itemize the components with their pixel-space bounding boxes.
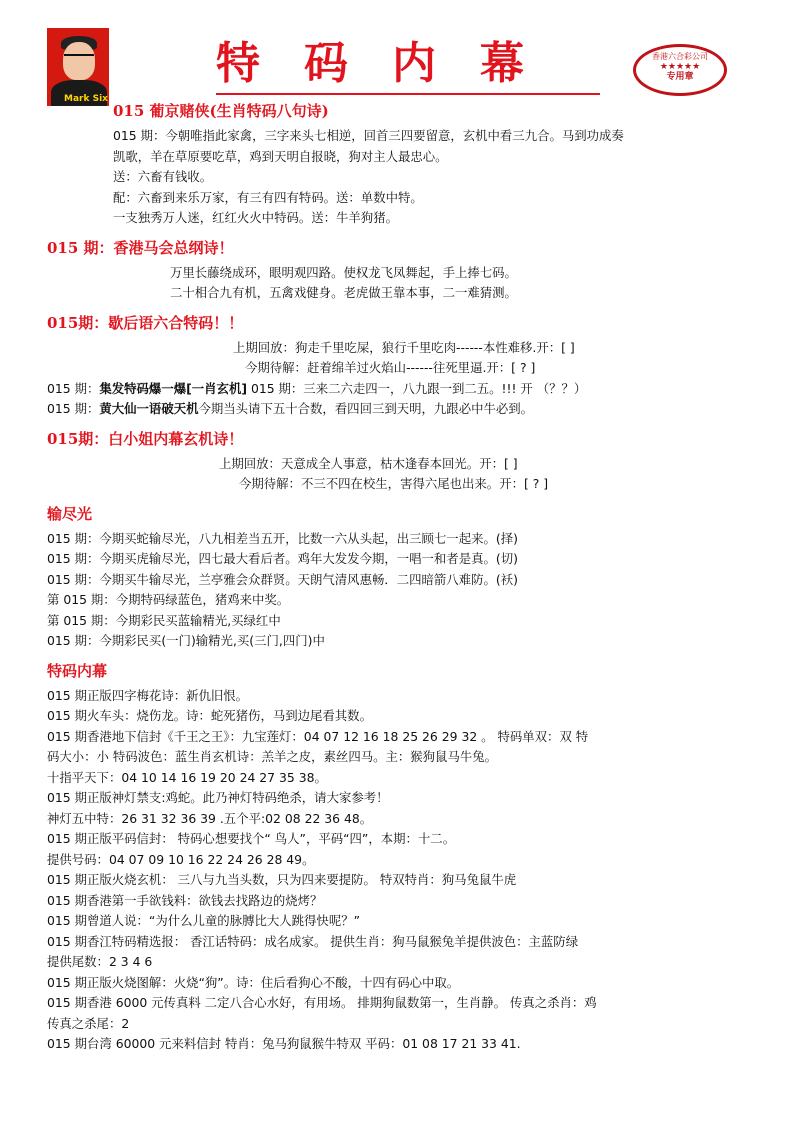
text-line: 传真之杀尾：2 [47, 1015, 130, 1031]
text-line: 015 期香港第一手欲钱料：欲钱去找路边的烧烤？ [47, 892, 323, 908]
title-underline [216, 93, 600, 95]
text-line: 015 期火车头：烧伤龙。诗：蛇死猪伤，马到边尾看其数。 [47, 708, 372, 723]
section-heading-horse-club: 015 期：香港马会总纲诗！ [47, 238, 234, 257]
text-line-huangdaxian [47, 399, 775, 420]
text-line: 015 期：今期买牛输尽光，兰亭雅会众群贤。天朗气清风惠畅．二四暗箭八难防。(袄) [47, 571, 518, 587]
section-heading-bai-xiaojie: 015期：白小姐内幕玄机诗！ [47, 429, 244, 448]
text-line-jifa [47, 379, 775, 400]
line-prefix: 015 期： [47, 380, 100, 396]
line-rest: 今期当头请下五十合数，看四回三到天明，九跟必中牛必到。 [198, 401, 534, 416]
official-seal [633, 44, 727, 96]
author-photo [47, 28, 109, 106]
text-line: 015 期香港地下信封《千王之王》：九宝莲灯：04 07 12 16 18 25 26 29 32 。 特码单双：双 特 [47, 728, 589, 744]
text-line: 送：六畜有钱收。 [113, 169, 213, 184]
photo-glasses [64, 54, 94, 63]
text-line: 015 期正版平码信封： 特码心想要找个“ 鸟人”，平码“四”，本期：十二。 [47, 831, 456, 846]
text-line: 提供号码：04 07 09 10 16 22 24 26 28 49。 [47, 851, 315, 867]
text-line: 015 期曾道人说：“为什么儿童的脉膊比大人跳得快呢？” [47, 913, 361, 928]
seal-arc-text: 香港六合彩公司 [652, 52, 708, 61]
recall-line: 上期回放：狗走千里吃屎，狼行千里吃肉------本性难移.开：[ ] [233, 339, 575, 355]
poem-line: 万里长藤绕成环，眼明观四路。使权龙飞凤舞起，手上捧七码。 [170, 264, 517, 280]
recall-line: 上期回放：天意成全人事意，枯木逢春本回光。开：[ ] [219, 455, 518, 471]
line-prefix: 015 期： [47, 401, 100, 416]
section-heading-xiehouyu: 015期：歇后语六合特码！！ [47, 313, 244, 332]
text-line: 015 期正版火烧图解：火烧“狗”。诗：住后看狗心不酸，十四有码心中取。 [47, 974, 460, 990]
text-line: 015 期香江特码精选报： 香江话特码：成名成家。 提供生肖：狗马鼠猴兔羊提供波色：主蓝防绿 [47, 933, 579, 949]
photo-caption: Mark Six [64, 94, 108, 104]
line-bold: 黄大仙一语破天机 [99, 401, 199, 416]
text-line: 十指平天下：04 10 14 16 19 20 24 27 35 38。 [47, 769, 327, 785]
expect-line: 今期待解：赶着绵羊过火焰山------往死里逼.开：[ ? ] [245, 360, 536, 375]
text-line: 015 期：今朝唯指此家禽，三字来头七相逆，回首三四要留意，玄机中看三九合。马到功成奏 [113, 128, 624, 143]
text-line: 015 期：今期彩民买(一门)输精光,买(三门,四门)中 [47, 633, 325, 648]
text-line: 凯歌，羊在草原要吃草，鸡到天明自报晓，狗对主人最忠心。 [113, 148, 448, 164]
expect-line: 今期待解：不三不四在校生，害得六尾也出来。开：[ ? ] [239, 476, 549, 491]
text-line: 015 期正版火烧玄机： 三八与九当头数，只为四来要提防。 特双特肖：狗马兔鼠牛虎 [47, 872, 517, 887]
text-line: 第 015 期：今期彩民买蓝输精光,买绿红中 [47, 612, 281, 628]
text-line: 015 期正版四字梅花诗：新仇旧恨。 [47, 687, 249, 703]
line-rest: 015 期：三来二六走四一，八九跟一到二五。!!! 开 （？？） [247, 380, 587, 396]
section-heading-tema-neimu: 特码内幕 [47, 661, 108, 680]
line-bold: 集发特码爆一爆[一肖玄机] [99, 380, 247, 396]
seal-subtitle: 专用章 [666, 72, 694, 82]
text-line: 码大小：小 特码波色：蓝生肖玄机诗：羔羊之皮，素丝四马。主：猴狗鼠马牛兔。 [47, 749, 498, 764]
text-line: 015 期正版神灯禁支:鸡蛇。此乃神灯特码绝杀，请大家参考！ [47, 790, 389, 805]
text-line: 配：六畜到来乐万家，有三有四有特码。送：单数中特。 [113, 189, 423, 205]
text-line: 神灯五中特：26 31 32 36 39 .五个平:02 08 22 36 48。 [47, 810, 373, 826]
text-line: 015 期香港 6000 元传真料 二定八合心水好，有用场。 排期狗鼠数第一，生肖静。 传真之杀肖：鸡 [47, 995, 597, 1010]
text-line: 015 期台湾 60000 元来料信封 特肖：兔马狗鼠猴牛特双 平码：01 08 17 21 33 41. [47, 1036, 521, 1051]
text-line: 第 015 期：今期特码绿蓝色，猪鸡来中奖。 [47, 592, 290, 607]
text-line: 015 期：今期买蛇输尽光，八九相差当五开，比数一六从头起，出三顾七一起来。(择) [47, 530, 518, 546]
page-title: 特码内幕 [216, 38, 568, 89]
main-content [47, 98, 775, 1055]
section-heading-shujinguang: 输尽光 [47, 504, 93, 523]
text-line: 015 期：今期买虎输尽光，四七最大看后者。鸡年大发发今期，一唱一和者是真。(切) [47, 551, 518, 566]
text-line: 一支独秀万人迷，红红火火中特码。送：牛羊狗猪。 [113, 210, 398, 225]
section-heading-pujing: 015 葡京赌侠(生肖特码八句诗) [113, 102, 329, 120]
poem-line: 二十相合九有机，五禽戏健身。老虎做王靠本事，二一难猜测。 [170, 285, 517, 300]
text-line: 提供尾数：2 3 4 6 [47, 954, 153, 969]
seal-stars: ★★★★★ [659, 62, 701, 72]
